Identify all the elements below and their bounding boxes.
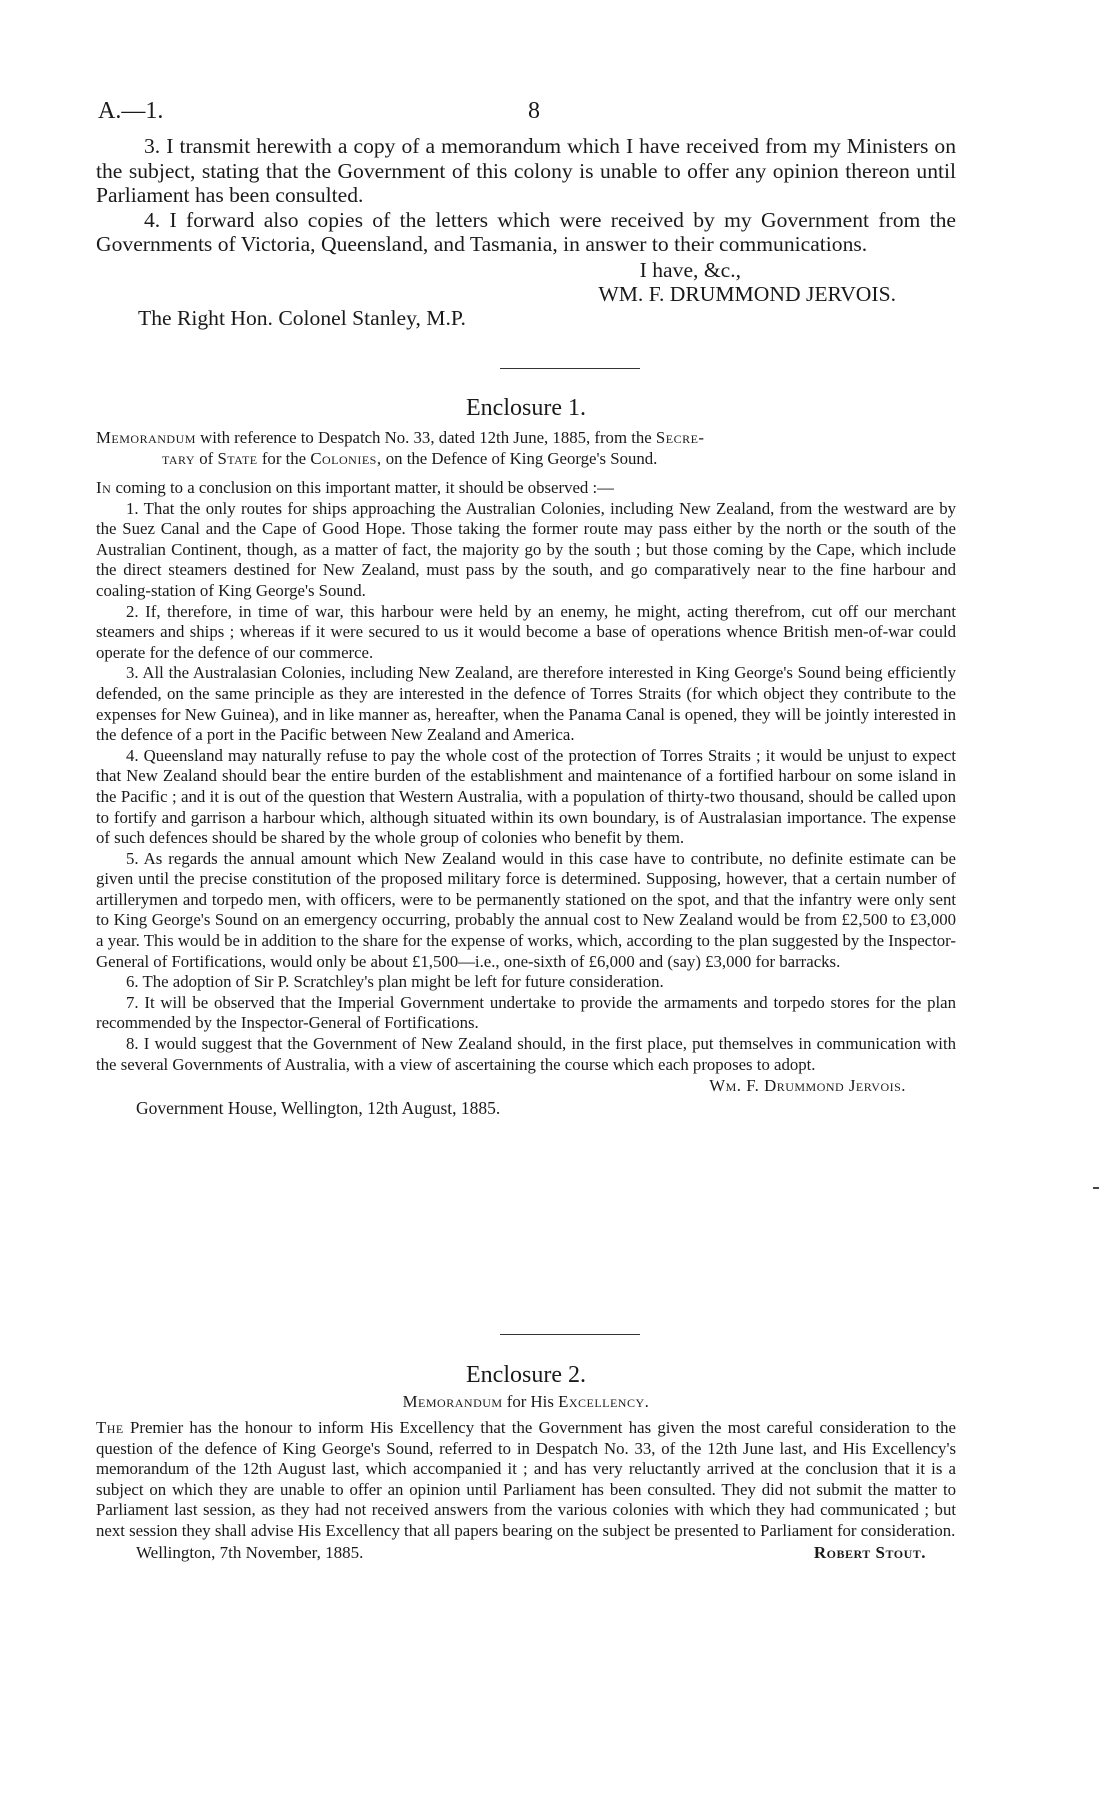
enclosure-1-signature: Wm. F. Drummond Jervois. (709, 1076, 906, 1096)
enclosure-2-paragraph: The Premier has the honour to inform His Excellency that the Government has given the most careful consideration to the question of the defence of King George's Sound, referred to in Despatch No. 33, of the 12th June last, and His Excellency's memorandum of the 12th August last, which accompanied it ; and has very reluctantly arrived at the conclusion that it is a subject on which they are unable to offer an opinion until Parliament has been consulted. They did not submit the matter to Parliament last session, as they had not received answers from the various colonies with which they had communicated ; but next session they shall advise His Excellency that all papers bearing on the subject be presented to Parliament for consideration. (96, 1418, 956, 1540)
enclosure-1-memo-heading: Memorandum with reference to Despatch No. 33, dated 12th June, 1885, from the Secre- tary of State for the Colonies, on the Defence of King George's Sound. (96, 428, 705, 468)
enclosure-1-place-date: Government House, Wellington, 12th August, 1885. (136, 1098, 501, 1119)
page-header (98, 98, 1016, 128)
enclosure-1-body (96, 478, 956, 1119)
letter-signature: WM. F. DRUMMOND JERVOIS. (598, 282, 896, 306)
enclosure-1-paragraph: 7. It will be observed that the Imperial Government undertake to provide the armaments and torpedo stores for the plan recommended by the Inspector-General of Fortifications. (96, 992, 956, 1033)
document-reference: A.—1. (98, 98, 164, 124)
enclosure-1-title: Enclosure 1. (466, 395, 586, 421)
enclosure-1-paragraph: 6. The adoption of Sir P. Scratchley's plan might be left for future consideration. (126, 972, 664, 992)
enclosure-1-paragraph: 3. All the Australasian Colonies, including New Zealand, are therefore interested in King George's Sound being efficiently defended, on the same principle as they are interested in the defence of Torres Straits (for which object they contribute to the expenses for New Guinea), and in like manner as, hereafter, when the Panama Canal is opened, they will be jointly interested in the defence of a port in the Pacific between New Zealand and America. (96, 663, 956, 745)
enclosure-1-intro: In coming to a conclusion on this important matter, it should be observed :— (96, 478, 614, 497)
margin-mark (1093, 1187, 1099, 1189)
section-divider (500, 368, 640, 369)
letter-signoff (96, 258, 956, 330)
enclosure-1-paragraph: 2. If, therefore, in time of war, this harbour were held by an enemy, he might, acting therefrom, cut off our merchant steamers and ships ; whereas if it were secured to us it would become a base of operations whence British men-of-war could operate for the defence of our commerce. (96, 601, 956, 662)
enclosure-2-memo-heading: Memorandum for His Excellency. (402, 1392, 650, 1411)
enclosure-1-paragraph: 1. That the only routes for ships approaching the Australian Colonies, including New Zealand, from the westward are by the Suez Canal and the Cape of Good Hope. Those taking the former route may pass either by the north or the south of the Australian Continent, though, as a matter of fact, the majority go by the south ; but those coming by the Cape, which include the direct steamers destined for New Zealand, must pass by the south, and go comparatively near to the fine harbour and coaling-station of King George's Sound. (96, 498, 956, 600)
enclosure-2-signature: Robert Stout. (813, 1542, 926, 1562)
letter-closing: I have, &c., (639, 258, 741, 282)
letter-paragraph-3: 3. I transmit herewith a copy of a memorandum which I have received from my Ministers on the subject, stating that the Government of this colony is unable to offer any opinion thereon until Parliament has been consulted. (96, 134, 956, 207)
enclosure-1-paragraph: 8. I would suggest that the Government of New Zealand should, in the first place, put themselves in communication with the several Governments of Australia, with a view of ascertaining the course which each proposes to adopt. (96, 1034, 956, 1074)
letter-addressee: The Right Hon. Colonel Stanley, M.P. (138, 306, 466, 330)
enclosure-2-place-date: Wellington, 7th November, 1885. (136, 1542, 364, 1562)
enclosure-1-paragraph: 4. Queensland may naturally refuse to pay the whole cost of the protection of Torres Straits ; it would be unjust to expect that New Zealand should bear the entire burden of the establishment and maintenance of a fortified harbour on some island in the Pacific ; and it is out of the question that Western Australia, with a population of thirty-two thousand, should be called upon to fortify and garrison a harbour which, although situated within its own boundary, is of Australasian importance. The expense of such defences should be shared by the whole group of colonies who benefit by them. (96, 745, 956, 848)
letter-paragraph-4: 4. I forward also copies of the letters which were received by my Government from the Governments of Victoria, Queensland, and Tasmania, in answer to their communications. (96, 207, 956, 256)
page-number: 8 (528, 98, 540, 124)
letter-body (96, 134, 956, 257)
enclosure-1-paragraph: 5. As regards the annual amount which New Zealand would in this case have to contribute, no definite estimate can be given until the precise constitution of the proposed military force is determined. Supposing, however, that a certain number of artillerymen and torpedo men, with officers, were to be permanently stationed on the spot, and that the infantry were only sent to King George's Sound on an emergency occurring, probably the annual cost to New Zealand would be from £2,500 to £3,000 a year. This would be in addition to the share for the expense of works, which, according to the plan suggested by the Inspector-General of Fortifications, would only be about £1,500—i.e., one-sixth of £6,000 and (say) £3,000 for barracks. (96, 848, 956, 971)
enclosure-2-title: Enclosure 2. (466, 1362, 586, 1388)
enclosure-2-body (96, 1418, 956, 1564)
section-divider (500, 1334, 640, 1335)
